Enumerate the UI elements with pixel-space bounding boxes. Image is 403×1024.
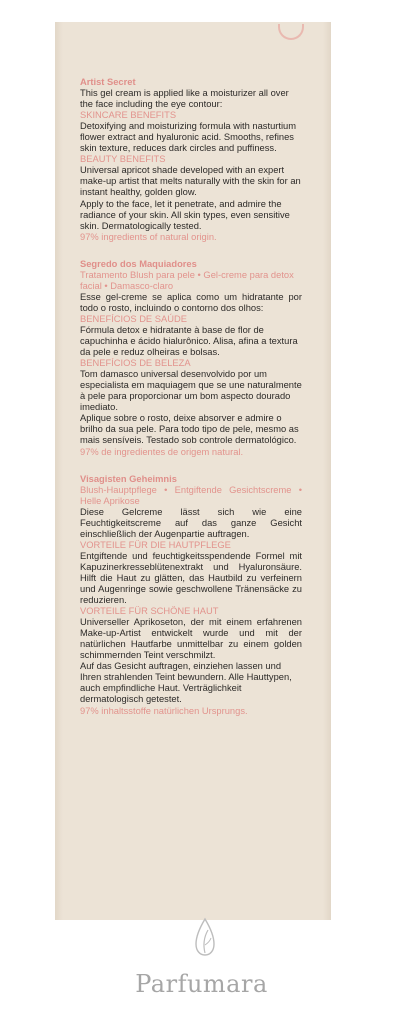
pt-health-text: Fórmula detox e hidratante à base de flor de capuchinha e ácido hialurônico. Alisa, afina a textura da pele e reduz olheiras e bolsas. — [80, 324, 298, 358]
pt-intro: Esse gel-creme se aplica como um hidratante por todo o rosto, incluindo o contorno dos olhos: — [80, 291, 302, 313]
de-beauty-heading: VORTEILE FÜR SCHÖNE HAUT — [80, 606, 219, 617]
de-intro: Diese Gelcreme lässt sich wie eine Feuchtigkeitscreme auf das ganze Gesicht einschließlich der Augenpartie auftragen. — [80, 506, 302, 539]
pt-beauty-text: Tom damasco universal desenvolvido por um especialista em maquiagem que se une naturalmente à pele para proporcionar um bom aspecto dourado imediato. — [80, 369, 302, 413]
de-skin-text: Entgiftende und feuchtigkeitsspendende Formel mit Kapuzinerkresseblütenextrakt und Hyaluronsäure. Hilft die Haut zu glätten, das Hautbild zu verfeinern und Augenringe sowie geschwollene Tränensäcke zu reduzieren. — [80, 550, 302, 606]
pt-subtitle: Tratamento Blush para pele • Gel-creme para detox facial • Damasco-claro — [80, 269, 294, 291]
section-portuguese — [80, 259, 302, 458]
en-title: Artist Secret — [80, 77, 136, 87]
box-left-fold — [55, 22, 63, 920]
pt-apply-text: Aplique sobre o rosto, deixe absorver e admire o brilho da sua pele. Para todo tipo de pele, mesmo as mais sensíveis. Testado sob controle dermatológico. — [80, 413, 299, 446]
pt-health-heading: BENEFÍCIOS DE SAÚDE — [80, 313, 187, 324]
section-english — [80, 77, 302, 243]
pt-beauty-heading: BENEFÍCIOS DE BELEZA — [80, 358, 191, 369]
de-origin: 97% inhaltsstoffe natürlichen Ursprungs. — [80, 705, 248, 716]
section-german — [80, 474, 302, 717]
en-beauty-heading: BEAUTY BENEFITS — [80, 154, 166, 165]
en-intro: This gel cream is applied like a moisturizer all over the face including the eye contour: — [80, 88, 289, 110]
watermark-brand: Parfumara — [135, 970, 268, 998]
en-apply-text: Apply to the face, let it penetrate, and admire the radiance of your skin. All skin types, even sensitive skin. Dermatologically tested. — [80, 198, 290, 231]
de-beauty-text: Universeller Aprikoseton, der mit einem erfahrenen Make-up-Artist entwickelt wurde und mit der natürlichen Hautfarbe unmittelbar zu einem golden schimmernden Teint verschmilzt. — [80, 617, 302, 661]
en-skincare-text: Detoxifying and moisturizing formula with nasturtium flower extract and hyaluronic acid. Smooths, refines skin texture, reduces dark circles and puffiness. — [80, 121, 297, 154]
en-origin: 97% ingredients of natural origin. — [80, 231, 217, 242]
de-apply-text: Auf das Gesicht auftragen, einziehen lassen und Ihren strahlenden Teint bewundern. Alle Hauttypen, auch empfindliche Haut. Verträglichkeit dermatologisch getestet. — [80, 661, 292, 705]
de-title: Visagisten Geheimnis — [80, 473, 177, 484]
de-subtitle: Blush-Hauptpflege • Entgiftende Gesichtscreme • Helle Aprikose — [80, 484, 302, 506]
pt-title: Segredo dos Maquiadores — [80, 258, 197, 269]
box-right-fold — [323, 22, 331, 920]
pt-origin: 97% de ingredientes de origem natural. — [80, 446, 244, 457]
en-skincare-heading: SKINCARE BENEFITS — [80, 110, 177, 121]
de-skin-heading: VORTEILE FÜR DIE HAUTPFLEGE — [80, 539, 231, 550]
label-text — [80, 77, 302, 717]
en-beauty-text: Universal apricot shade developed with an expert make-up artist that melts naturally with the skin for an instant healthy, golden glow. — [80, 165, 301, 198]
leaf-drop-icon — [193, 917, 217, 957]
